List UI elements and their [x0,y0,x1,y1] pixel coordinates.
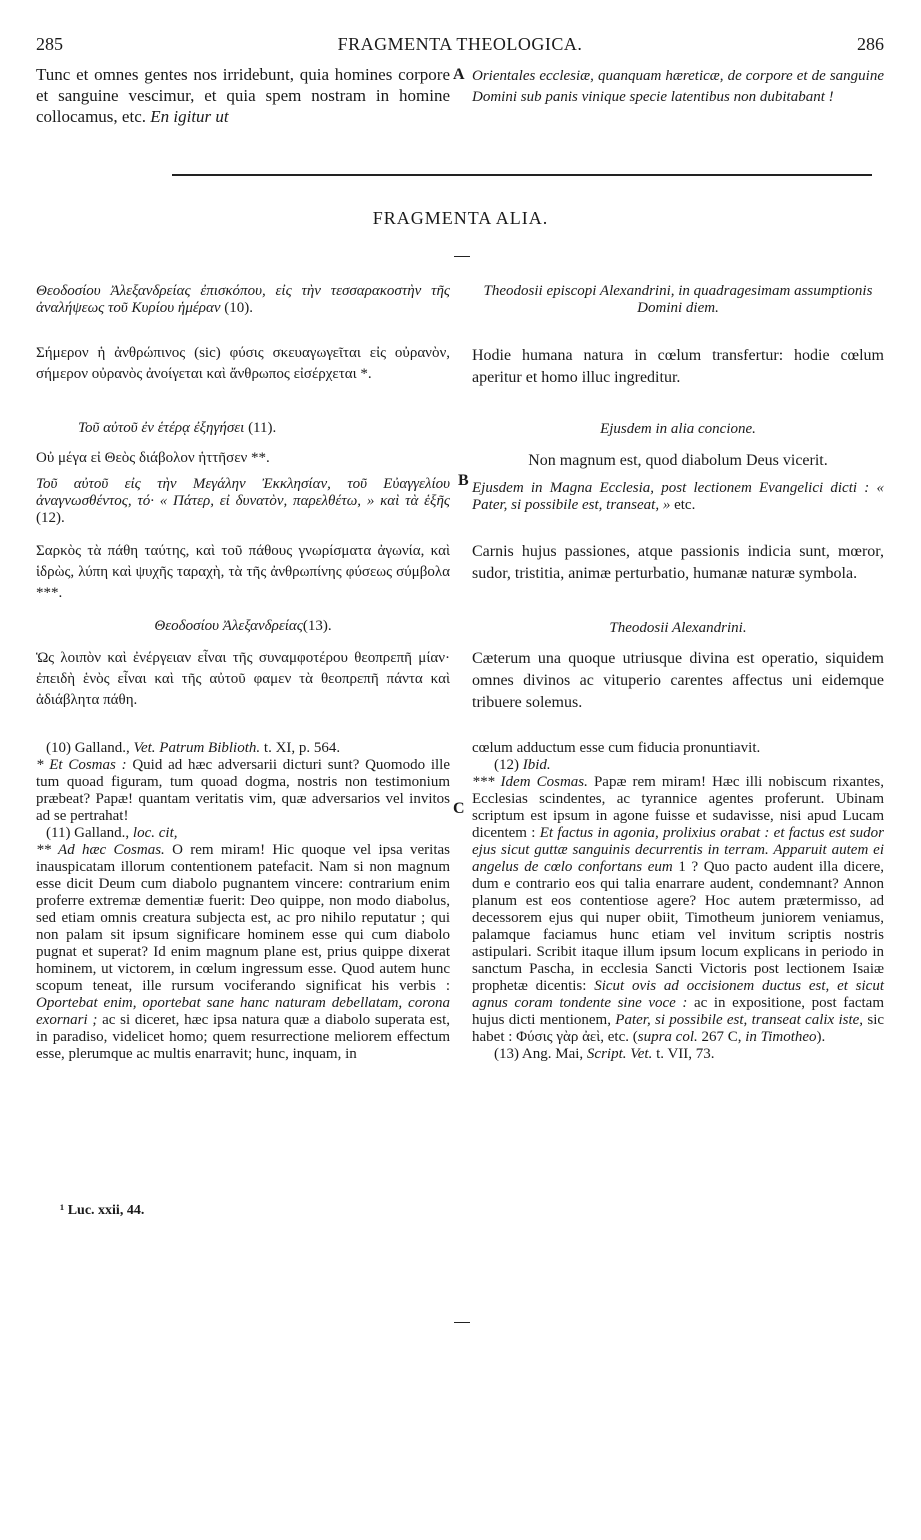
note-11 [36,825,450,842]
note-star-1-label: * Et Cosmas : [36,757,127,773]
note-star-3-body3: ac in expositione, post factam hujus dicti mentionem, [472,995,885,1028]
note-10-source: Vet. Patrum Biblioth. [133,740,261,756]
latin-text-1-body: Hodie humana natura in cœlum transfertur: hodie cœlum aperitur et homo illuc ingreditur. [472,347,884,386]
latin-heading-2 [472,421,884,438]
greek-heading-4-ref: (13). [302,618,332,634]
note-11-label: (11) Galland., [46,825,130,841]
note-star-3-body4: sic habet : Φύσις γὰρ ἀεὶ, etc. ( [472,1012,885,1045]
note-12-ref: Ibid. [522,757,551,773]
greek-heading-3-ref: (12). [36,510,65,526]
top-left-body: Tunc et omnes gentes nos irridebunt, quia homines corpore et sanguine vescimur, et quia spem nostram in homine collocamus, etc. [36,65,450,126]
note-star-3-label: *** Idem Cosmas. [472,774,588,790]
note-13-ref: t. VII, 73. [656,1046,715,1062]
greek-heading-1-text: Θεοδοσίου Ἀλεξανδρείας ἐπισκόπου, εἰς τὴν τεσσαρακοστὴν τῆς ἀναλήψεως τοῦ Κυρίου ἡμέραν [36,283,450,316]
note-star-3-body: Papæ rem miram! Hæc illi nobiscum rixantes, Ecclesias scindentes, ac tyrannice agentes proferunt. Ubinam scriptum est ipsum in agone fuisse et sudavisse, nisi apud Lucam dicentem : [472,774,884,841]
latin-heading-4 [472,620,884,637]
notes-left [36,740,450,1063]
note-10-ref: t. XI, p. 564. [263,740,341,756]
page-number-left: 285 [36,34,63,54]
greek-heading-1-ref: (10). [224,300,254,316]
greek-text-3 [36,541,450,604]
greek-heading-3 [36,476,450,527]
page-header [36,34,884,58]
note-12-label: (12) [494,757,519,773]
horizontal-rule [172,174,872,176]
latin-heading-3-text: Ejusdem in Magna Ecclesia, post lectionem Evangelici dicti : « Pater, si possibile est, transeat, » [472,480,884,513]
greek-heading-2 [78,420,450,437]
greek-heading-3-text: Τοῦ αὐτοῦ εἰς τὴν Μεγάλην Ἐκκλησίαν, τοῦ Εὐαγγελίου ἀναγνωσθέντος, τό· « Πάτερ, εἰ δυνατὸν, παρελθέτω, » καὶ τὰ ἑξῆς [36,476,450,509]
note-star-3-work: in Timotheo [745,1029,817,1045]
top-left-italic: En igitur ut [150,107,229,126]
latin-text-1 [472,345,884,389]
greek-heading-4-text: Θεοδοσίου Ἀλεξανδρείας [154,618,303,634]
page-number-right: 286 [857,34,884,54]
notes-right [472,740,884,1063]
column-marker-a: A [453,66,465,83]
latin-text-2-body: Non magnum est, quod diabolum Deus vicerit. [528,452,828,469]
note-star-3 [472,774,884,1046]
note-11-ref: loc. cit, [132,825,178,841]
latin-text-4 [472,648,884,714]
note-star-3-quote: Et factus in agonia, prolixius orabat : et factus est sudor ejus sicut guttæ sanguinis decurrentis in terram. Apparuit autem ei angelus de cœlo confortans eum [472,825,884,875]
note-10 [36,740,450,757]
note-12 [472,757,884,774]
note-star-3-close: ). [816,1029,826,1045]
note-star-2-quote: Oportebat enim, oportebat sane hanc naturam debellatam, corona exornari ; [36,995,450,1028]
greek-text-2 [36,448,450,469]
note-star-3-body2: 1 ? Quo pacto audent illa dicere, dum e contrario eos qui talia enarrare audent, condemnant? Annon planum est eos contentiose agere? Hoc autem prætermisso, ad decessorem ejus qui nuper obiit, Timotheum juniorem veniamus, palamque faciamus hunc etiam vel invitum scriptis nostris astipulari. Scribit itaque illum ipsum locum explicans in periodo in sanctum Pascha, in ecclesia Sancti Victoris post lectionem Isaiæ prophetæ dicentis: [472,859,884,994]
latin-heading-1 [472,283,884,317]
column-marker-c: C [453,800,465,817]
bottom-short-rule [454,1322,470,1323]
short-rule [454,256,470,257]
greek-text-2-body: Οὐ μέγα εἰ Θεὸς διάβολον ἡττῆσεν **. [36,450,270,466]
note-star-3-quote3: Pater, si possibile est, transeat calix iste, [615,1012,864,1028]
note-star-3-ref: supra col. [637,1029,698,1045]
greek-text-1-body: Σήμερον ἡ ἀνθρώπινος (sic) φύσις σκευαγωγεῖται εἰς οὐρανὸν, σήμερον οὐρανὸς ἀνοίγεται καὶ ἄνθρωπος εἰσέρχεται *. [36,345,450,382]
note-star-2 [36,842,450,1063]
greek-text-3-body: Σαρκὸς τὰ πάθη ταύτης, καὶ τοῦ πάθους γνωρίσματα ἀγωνία, καὶ ἱδρὼς, λύπη καὶ ψυχῆς ταραχὴ, τὰ τῆς ἀνθρωπίνης φύσεως σύμβολα ***. [36,543,450,601]
latin-text-3 [472,541,884,585]
greek-text-4 [36,648,450,711]
note-star-2-label: ** Ad hæc Cosmas. [36,842,165,858]
footnote: ¹ Luc. xxii, 44. [60,1203,145,1218]
top-left-text [36,64,450,127]
latin-text-3-body: Carnis hujus passiones, atque passionis indicia sunt, mœror, sudor, tristitia, animæ perturbatio, humanæ naturæ symbola. [472,543,884,582]
note-star-2-tail: ac si diceret, hæc ipsa natura quæ a diabolo superata est, in paradiso, videlicet homo; quem resurrectione meliorem effectum esse, plerumque ac multis enarravit; hunc, inquam, in [36,1012,450,1062]
greek-heading-4 [36,618,450,635]
greek-text-1 [36,343,450,385]
top-right-text: Orientales ecclesiæ, quanquam hæreticæ, de corpore et de sanguine Domini sub panis vinique specie latentibus non dubitabant ! [472,68,884,105]
greek-heading-2-text: Τοῦ αὐτοῦ ἐν ἑτέρᾳ ἐξηγήσει [78,420,245,436]
greek-heading-1 [36,283,450,317]
note-star-3-col: 267 C, [701,1029,742,1045]
latin-heading-1-text: Theodosii episcopi Alexandrini, in quadragesimam assumptionis Domini diem. [483,283,873,316]
note-13-source: Script. Vet. [586,1046,653,1062]
note-continuation: cœlum adductum esse cum fiducia pronuntiavit. [472,740,761,756]
note-13-label: (13) Ang. Mai, [494,1046,584,1062]
greek-text-4-body: Ὡς λοιπὸν καὶ ἐνέργειαν εἶναι τῆς συναμφοτέρου θεοπρεπῆ μίαν· ἐπειδὴ ἑνὸς εἶναι καὶ τῆς αὐτοῦ φαμεν τὰ θεοπρεπῆ πάντα καὶ ἀδιάβλητα πάθη. [36,650,450,708]
column-marker-b: B [458,472,469,489]
greek-heading-2-ref: (11). [248,420,277,436]
note-star-2-body: O rem miram! Hic quoque vel ipsa veritas inauspicatam illorum contentionem patefacit. Nam si non magnum esse dicit Deum cum diabolo pugnantem vincere: contrarium enim proferre extremæ dementiæ fuerit: Deo quippe, non modo diabolus, sed etiam omnis creatura subjecta est, ac pro nihilo reputatur ; qui non palam sit ipsum significare hominem esse qui cum diabolo pugnat et superat? Id enim magnum plane est, prius quippe dixerat hominem, ut victorem, in cœlum ingressum esse. Quod autem hunc scopum teneat, ille rursum vociferando significat his verbis : [36,842,450,994]
running-title: FRAGMENTA THEOLOGICA. [337,34,583,54]
latin-heading-3-tail: etc. [674,497,696,513]
note-star-3-quote2: Sicut ovis ad occisionem ductus est, et sicut agnus coram tondente sine voce : [472,978,885,1011]
note-10-label: (10) Galland., [46,740,130,756]
note-star-1-body: Quid ad hæc adversarii dicturi sunt? Quomodo ille tum quoad figuram, tum quoad dogma, nostris non testimonium præbeat? Papæ! quantam veritatis vim, quæ adversarios vel invitos ad se pertrahat! [36,757,451,824]
latin-heading-3 [472,480,884,514]
latin-text-4-body: Cæterum una quoque utriusque divina est operatio, siquidem omnes divinos ac vituperio carentes affectus uni eidemque tribuere solemus. [472,650,884,711]
section-title: FRAGMENTA ALIA. [372,208,549,228]
latin-heading-2-text: Ejusdem in alia concione. [600,421,756,437]
note-13 [472,1046,884,1063]
note-star-1 [36,757,450,825]
latin-text-2 [472,450,884,472]
latin-heading-4-text: Theodosii Alexandrini. [609,620,747,636]
